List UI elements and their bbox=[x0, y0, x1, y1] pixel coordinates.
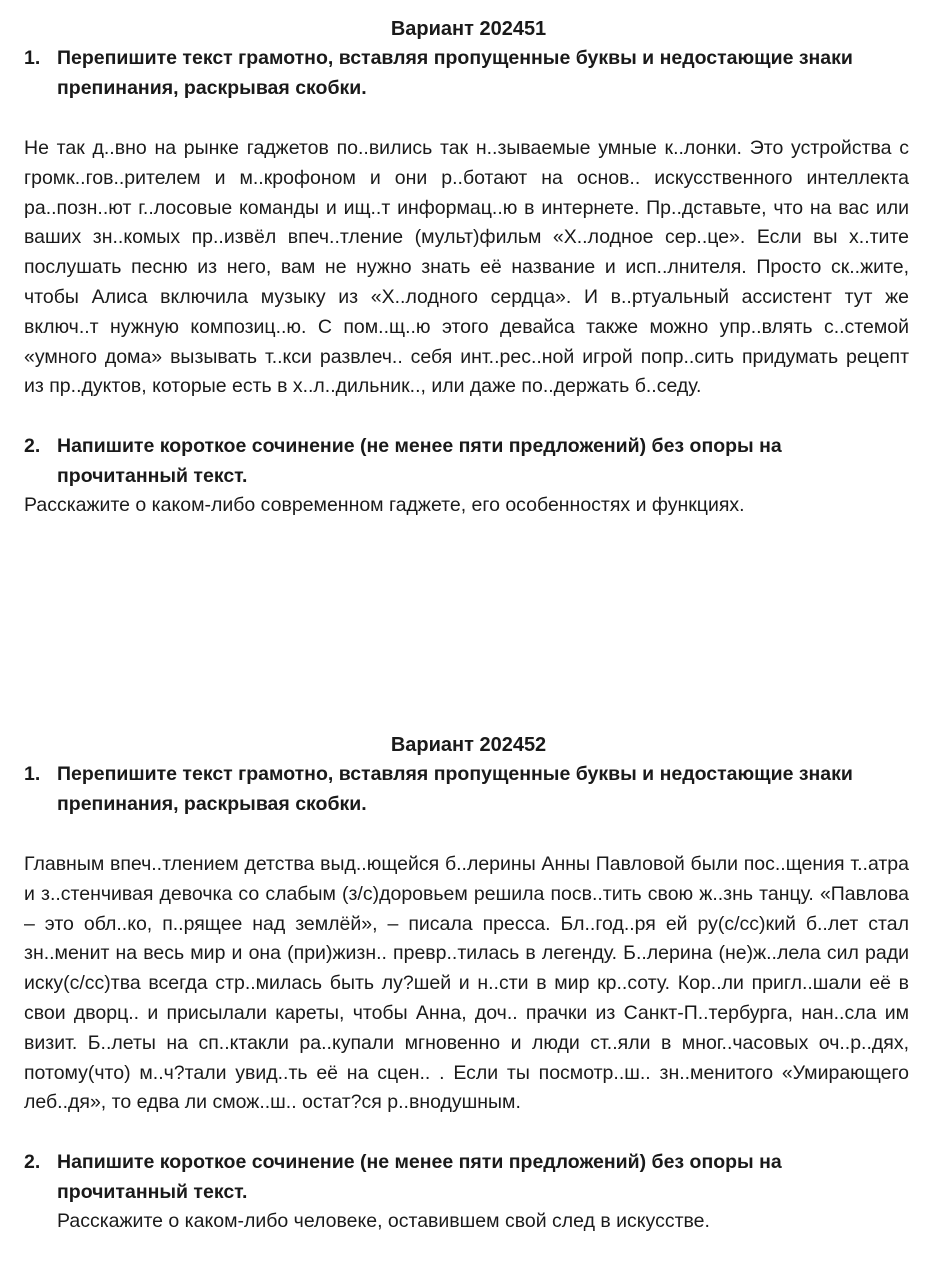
task-1-instruction bbox=[0, 760, 937, 819]
task-number: 2. bbox=[24, 435, 41, 458]
passage: Не так д..вно на рынке гаджетов по..вились так н..зываемые умные к..лонки. Это устройства с громк..гов..рителем и м..крофоном и они р..ботают на основ.. искусственного интеллекта ра..позн..ют г..лосовые команды и ищ..т информац..ю в интернете. Пр..дставьте, что на вас или ваших зн..комых пр..извёл впеч..тление (мульт)фильм «Х..лодное сер..це». Если вы х..тите послушать песню из него, вам не нужно знать её название и исп..лнителя. Просто ск..жите, чтобы Алиса включила музыку из «Х..лодного сердца». И в..ртуальный ассистент тут же включ..т нужную композиц..ю. С пом..щ..ю этого девайса также можно упр..влять с..стемой «умного дома» вызывать т..кси развлеч.. себя инт..рес..ной игрой попр..сить придумать рецепт из пр..дуктов, которые есть в х..л..дильник.., или даже по..держать б..седу. bbox=[24, 137, 909, 398]
task-1-instruction bbox=[0, 44, 937, 103]
task-text: Напишите короткое сочинение (не менее пяти предложений) без опоры на прочитанный текст. bbox=[57, 435, 782, 487]
task-number: 1. bbox=[24, 763, 41, 785]
task-text: Напишите короткое сочинение (не менее пяти предложений) без опоры на прочитанный текст. bbox=[57, 1151, 782, 1203]
variant-title: Вариант 202451 bbox=[390, 18, 547, 40]
task-2-instruction bbox=[0, 1148, 937, 1207]
task-text: Перепишите текст грамотно, вставляя пропущенные буквы и недостающие знаки препинания, раскрывая скобки. bbox=[57, 47, 853, 99]
essay-prompt: Расскажите о каком-либо современном гаджете, его особенностях и функциях. bbox=[24, 494, 745, 517]
task-number: 1. bbox=[24, 47, 41, 69]
task-number: 2. bbox=[24, 1151, 41, 1174]
variant-1 bbox=[0, 14, 937, 521]
passage: Главным впеч..тлением детства выд..ющейся б..лерины Анны Павловой были пос..щения т..атра и з..стенчивая девочка со слабым (з/с)доровьем решила посв..тить свою ж..знь танцу. «Павлова – это обл..ко, п..рящее над землёй», – писала пресса. Бл..год..ря ей ру(с/сс)кий б..лет стал зн..менит на весь мир и она (при)жизн.. превр..тилась в легенду. Б..лерина (не)ж..лела сил ради иску(с/сс)тва всегда стр..милась быть лу?шей и н..сти в мир кр..соту. Кор..ли пригл..шали её в свои дворц.. и присылали кареты, чтобы Анна, доч.. прачки из Санкт-П..тербурга, нан..сла им визит. Б..леты на сп..ктакли ра..купали мгновенно и люди ст..яли в мног..часовых оч..р..дях, потому(что) м..ч?тали увид..ть её на сцен.. . Если ты посмотр..ш.. зн..менитого «Умирающего леб..дя», то едва ли смож..ш.. остат?ся р..внодушным. bbox=[24, 853, 909, 1114]
variant-2 bbox=[0, 730, 937, 1237]
task-text: Перепишите текст грамотно, вставляя пропущенные буквы и недостающие знаки препинания, раскрывая скобки. bbox=[57, 763, 853, 815]
essay-prompt: Расскажите о каком-либо человеке, оставившем свой след в искусстве. bbox=[57, 1210, 710, 1233]
task-2-instruction bbox=[0, 432, 937, 491]
variant-title: Вариант 202452 bbox=[390, 734, 547, 756]
